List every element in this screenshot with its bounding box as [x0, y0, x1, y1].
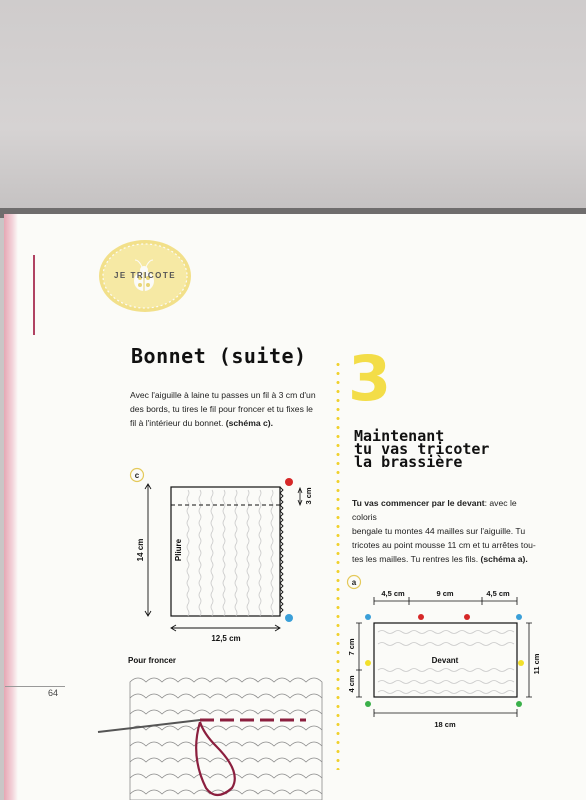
bottom-label: 18 cm	[434, 720, 456, 729]
top-dimension-label: 3 cm	[304, 487, 313, 505]
page-number: 64	[48, 688, 59, 698]
green-dot	[516, 701, 522, 707]
red-dot	[285, 478, 293, 486]
heading-line: la brassière	[354, 453, 463, 471]
instruction-line: bengale tu montes 44 mailles sur l'aiguille. Tu	[352, 526, 526, 536]
gathering-illustration	[96, 676, 326, 800]
yellow-dot	[518, 660, 524, 666]
red-dot	[464, 614, 470, 620]
pour-froncer-label: Pour froncer	[128, 656, 177, 665]
instruction-line: tricotes au point mousse 11 cm et tu arrêtes tou-	[352, 540, 536, 550]
fold-label: Pliure	[174, 538, 183, 562]
dotted-divider	[336, 360, 340, 770]
page-number-rule	[5, 686, 65, 687]
scan-background	[0, 0, 586, 215]
yellow-dot	[365, 660, 371, 666]
heading-line: Maintenant	[354, 427, 445, 445]
instruction-line: tes les mailles. Tu rentres les fils.	[352, 554, 479, 564]
schema-reference: (schéma a).	[480, 554, 528, 564]
instruction-line: des bords, tu tires le fil pour froncer et tu fixes le	[130, 404, 313, 414]
bonnet-instructions	[130, 388, 320, 430]
heading-line: tu vas tricoter	[354, 440, 490, 458]
instruction-line: fil à l'intérieur du bonnet.	[130, 418, 224, 428]
right-label: 11 cm	[532, 653, 541, 675]
step-heading	[354, 427, 490, 471]
schema-a-diagram	[345, 574, 545, 734]
blue-dot	[365, 614, 371, 620]
knit-stitches	[130, 678, 322, 800]
step-number: 3	[348, 342, 392, 415]
instruction-line: Avec l'aiguille à laine tu passes un fil à 3 cm d'un	[130, 390, 316, 400]
je-tricote-badge	[97, 236, 193, 316]
left-label-bottom: 4 cm	[347, 675, 356, 693]
width-label: 12,5 cm	[211, 634, 241, 643]
schema-reference: (schéma c).	[225, 418, 274, 428]
schema-a-marker: a	[351, 578, 357, 587]
blue-dot	[516, 614, 522, 620]
top-label-right: 4,5 cm	[486, 589, 510, 598]
green-dot	[365, 701, 371, 707]
spine-accent-line	[33, 255, 35, 335]
instruction-line: : avec le coloris	[352, 498, 517, 522]
devant-label: Devant	[431, 656, 459, 665]
left-label-top: 7 cm	[347, 638, 356, 656]
red-dot	[418, 614, 424, 620]
blue-dot	[285, 614, 293, 622]
top-label-center: 9 cm	[436, 589, 454, 598]
top-label-left: 4,5 cm	[381, 589, 405, 598]
height-label: 14 cm	[136, 538, 145, 562]
badge-label: JE TRICOTE	[113, 271, 177, 280]
section-title-bonnet: Bonnet (suite)	[131, 344, 307, 368]
schema-c-marker: c	[134, 471, 140, 480]
intro-bold: Tu vas commencer par le devant	[352, 498, 485, 508]
page-spine	[4, 214, 18, 800]
schema-c-diagram	[128, 466, 328, 646]
brassiere-instructions	[352, 496, 542, 566]
